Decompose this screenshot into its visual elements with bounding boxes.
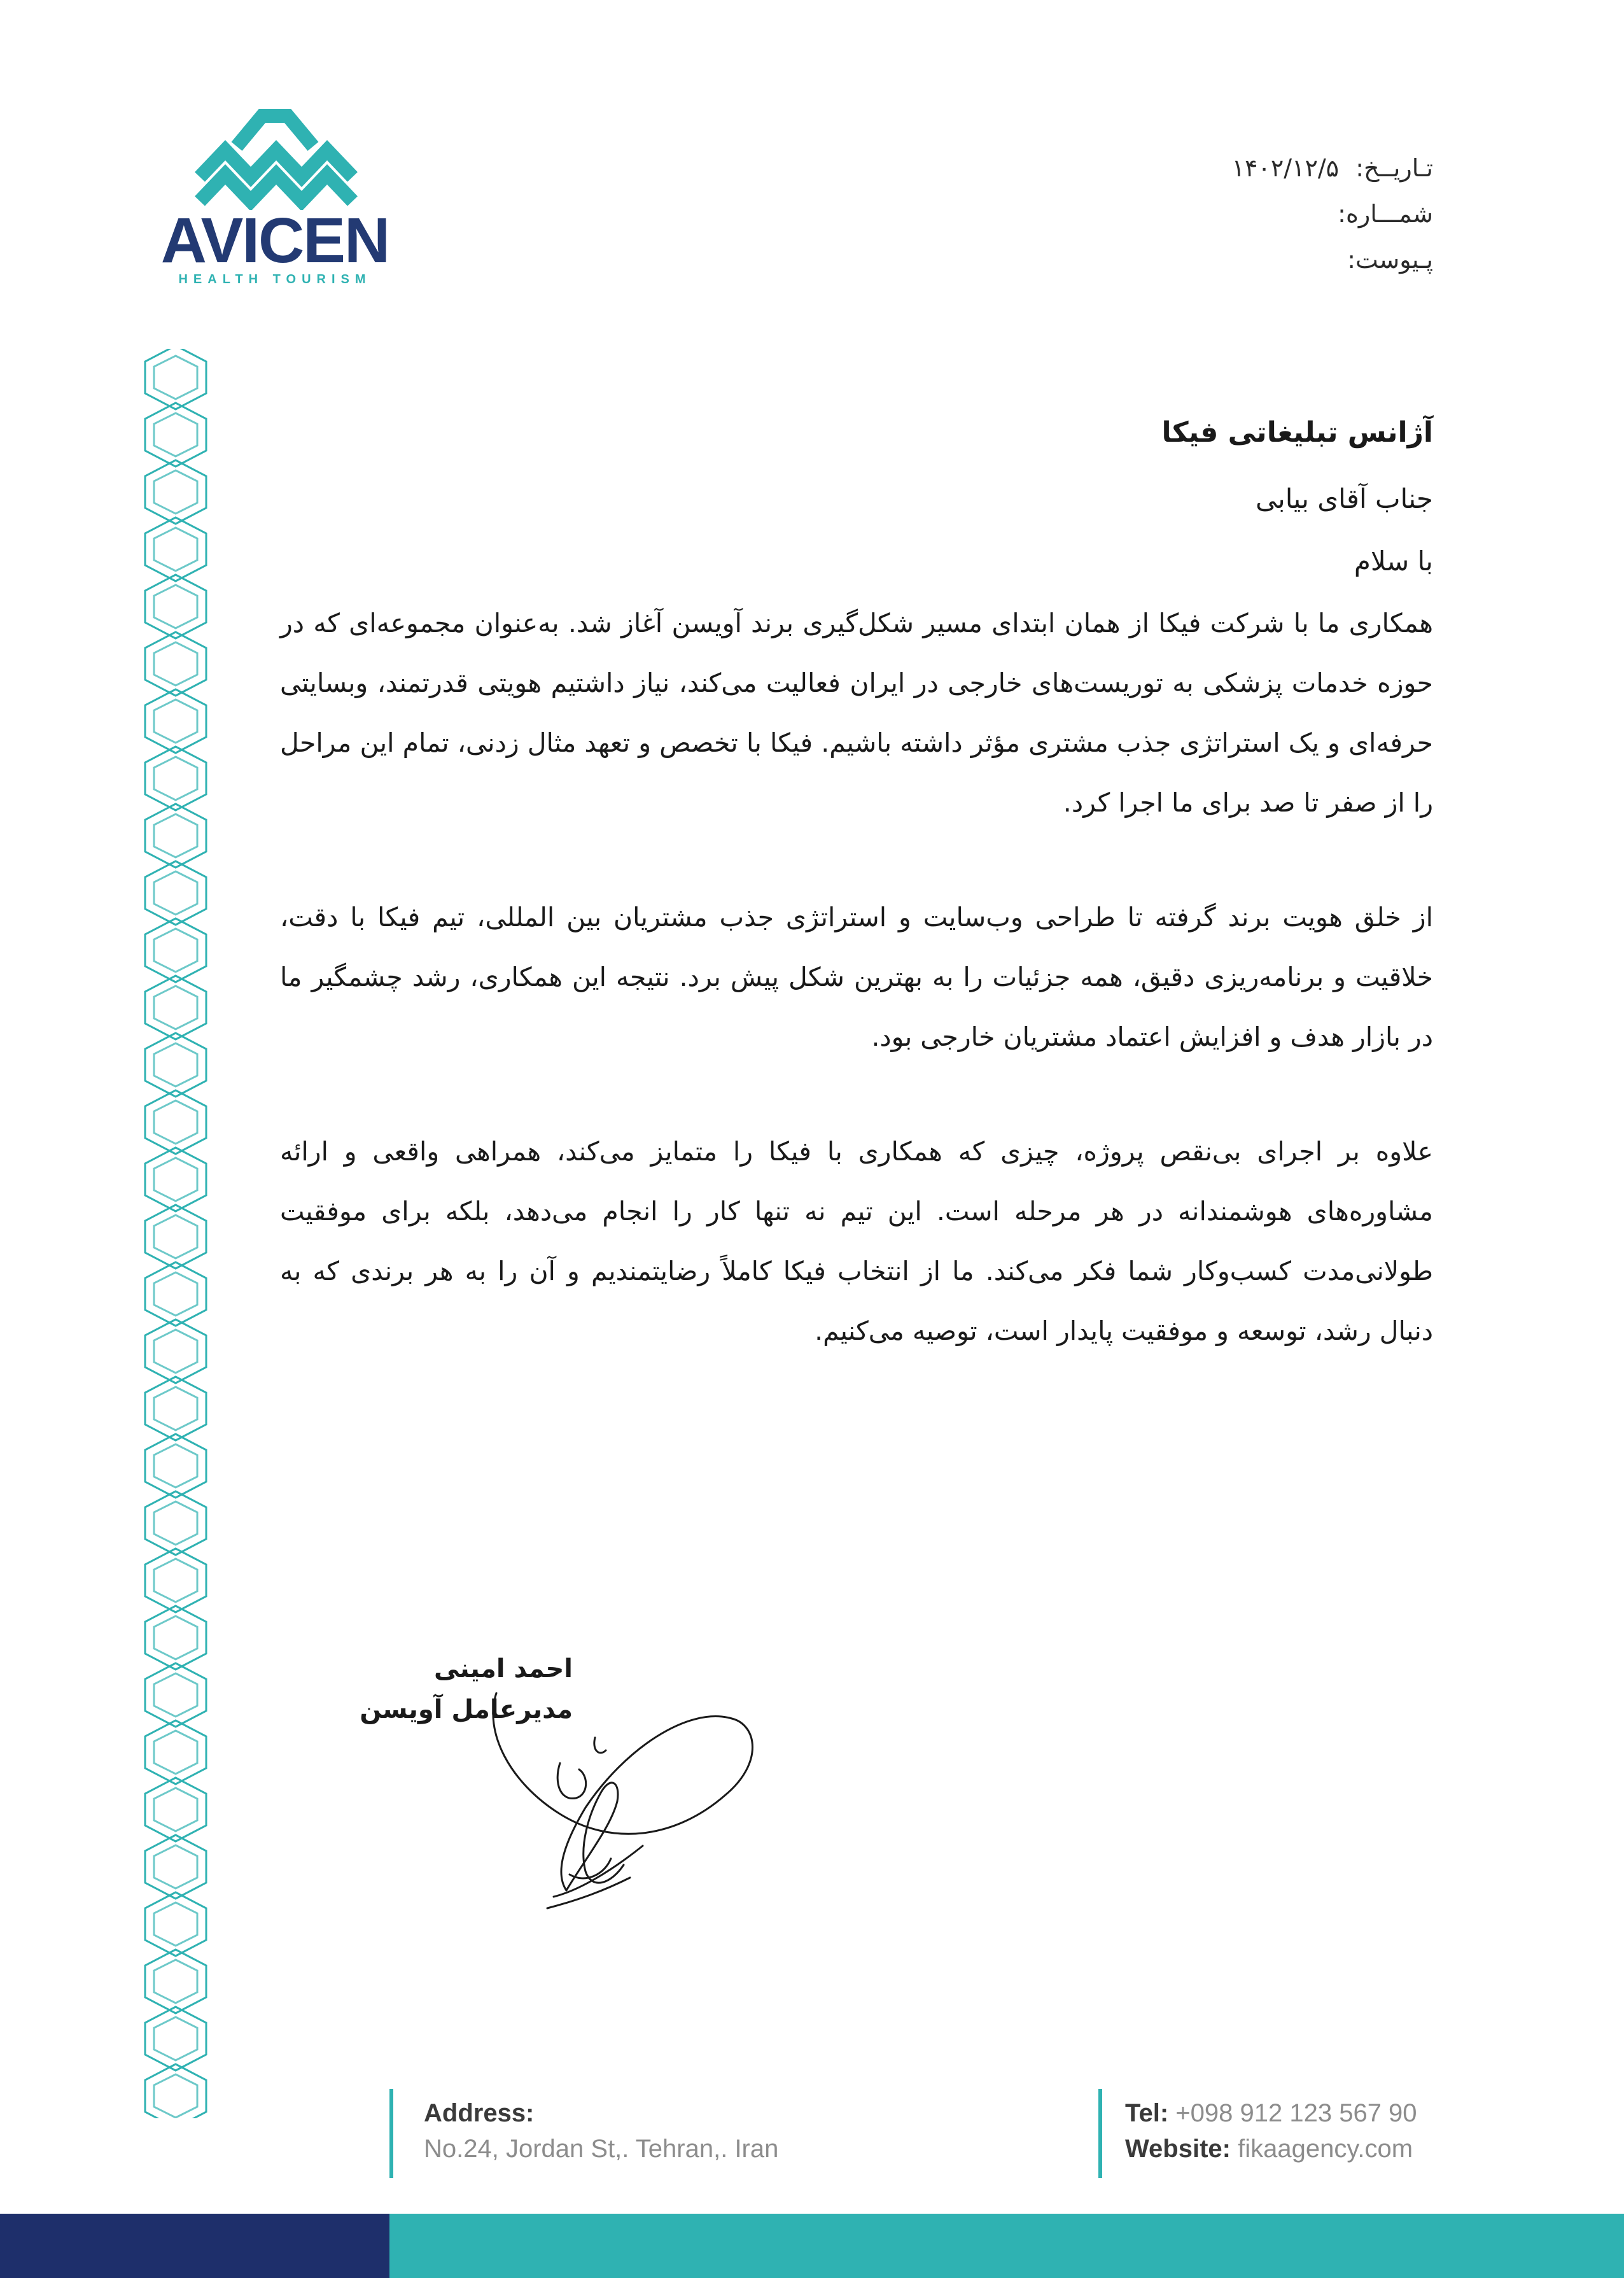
address-label: Address:: [424, 2099, 535, 2127]
footer-address: [424, 2095, 778, 2167]
signer-name: احمد امینی: [434, 1654, 573, 1684]
logo-tagline: HEALTH TOURISM: [178, 272, 372, 286]
tel-value: +098 912 123 567 90: [1175, 2099, 1417, 2127]
decorative-pattern: [137, 349, 214, 2118]
pattern-hexagon: [154, 2017, 197, 2060]
paragraph-1: همکاری ما با شرکت فیکا از همان ابتدای مسیر شکل‌گیری برند آویسن آغاز شد. به‌عنوان مجموعه‌ای که در حوزه خدمات پزشکی به توریست‌های خارجی در ایران فعالیت می‌کند، نیاز داشتیم هویتی قدرتمند، وبسایتی حرفه‌ای و یک استراتژی جذب مشتری مؤثر داشته باشیم. فیکا با تخصص و تعهد مثال زدنی، تمام این مراحل را از صفر تا صد برای ما اجرا کرد.: [280, 608, 1433, 818]
date-row: [1232, 145, 1433, 191]
pattern-hexagon: [154, 1501, 197, 1545]
pattern-hexagon: [154, 1559, 197, 1602]
logo-wordmark: AVICEN: [160, 205, 389, 276]
website-label: Website:: [1125, 2135, 1231, 2163]
date-label: تـاریــخ:: [1355, 154, 1433, 182]
pattern-hexagon: [154, 356, 197, 399]
pattern-hexagon: [154, 1100, 197, 1144]
pattern-hexagon: [154, 1215, 197, 1258]
pattern-hexagon: [154, 1845, 197, 1888]
attachment-label: پـیوست:: [1347, 246, 1433, 274]
pattern-hexagon: [154, 2074, 197, 2118]
footer-divider-left: [389, 2089, 393, 2178]
number-label: شمـــاره:: [1338, 200, 1433, 228]
logo-mountain-icon: [141, 102, 409, 210]
handwritten-signature: [458, 1655, 789, 1935]
pattern-hexagon: [154, 757, 197, 800]
pattern-hexagon: [154, 1444, 197, 1487]
pattern-hexagon: [154, 871, 197, 915]
bottom-color-strip: [0, 2214, 1624, 2278]
pattern-hexagon: [154, 986, 197, 1029]
pattern-hexagon: [154, 1330, 197, 1373]
pattern-hexagon: [154, 1788, 197, 1831]
pattern-hexagon: [154, 1960, 197, 2003]
pattern-hexagon: [154, 1902, 197, 1946]
pattern-hexagon: [154, 1731, 197, 1774]
website-value: fikaagency.com: [1238, 2135, 1413, 2163]
pattern-hexagon: [154, 814, 197, 857]
pattern-hexagon: [154, 1673, 197, 1717]
paragraph-2: از خلق هویت برند گرفته تا طراحی وب‌سایت و استراتژی جذب مشتریان بین المللی، تیم فیکا با دقت، خلاقیت و برنامه‌ریزی دقیق، همه جزئیات را به بهترین شکل پیش برد. نتیجه این همکاری، رشد چشمگیر ما در بازار هدف و افزایش اعتماد مشتریان خارجی بود.: [280, 902, 1433, 1052]
pattern-hexagon: [154, 1272, 197, 1316]
bottom-strip-teal: [389, 2214, 1624, 2278]
footer-contact: [1125, 2095, 1417, 2167]
pattern-hexagon: [154, 470, 197, 514]
pattern-hexagon: [154, 1616, 197, 1659]
greeting: با سلام: [1354, 545, 1433, 577]
pattern-hexagon: [154, 929, 197, 972]
signer-title: مدیرعامل آویسن: [360, 1695, 573, 1724]
pattern-hexagon: [154, 1158, 197, 1201]
salutation: جناب آقای بیابی: [1256, 483, 1433, 514]
attachment-row: [1232, 237, 1433, 283]
website-row: [1125, 2131, 1417, 2167]
pattern-hexagon: [154, 1387, 197, 1430]
letter-body: [280, 407, 1433, 1416]
recipient: آژانس تبلیغاتی فیکا: [1161, 416, 1433, 449]
bottom-strip-navy: [0, 2214, 389, 2278]
pattern-hexagon: [154, 528, 197, 571]
tel-label: Tel:: [1125, 2099, 1169, 2127]
pattern-hexagon: [154, 642, 197, 686]
address-value: No.24, Jordan St,. Tehran,. Iran: [424, 2135, 779, 2163]
pattern-hexagon: [154, 700, 197, 743]
letter-meta: [1232, 145, 1433, 283]
footer-divider-right: [1098, 2089, 1102, 2178]
pattern-hexagon: [154, 413, 197, 456]
number-row: [1232, 191, 1433, 237]
tel-row: [1125, 2095, 1417, 2131]
date-value: ۱۴۰۲/۱۲/۵: [1231, 154, 1340, 182]
pattern-hexagon: [154, 1043, 197, 1086]
pattern-hexagon: [154, 585, 197, 628]
company-logo: [141, 102, 409, 293]
paragraph-3: علاوه بر اجرای بی‌نقص پروژه، چیزی که همکاری با فیکا را متمایز می‌کند، همراهی واقعی و ارائه مشاوره‌های هوشمندانه در هر مرحله است. این تیم نه تنها کار را انجام می‌دهد، بلکه برای موفقیت طولانی‌مدت کسب‌وکار شما فکر می‌کند. ما از انتخاب فیکا کاملاً رضایتمندیم و آن را به هر برندی که به دنبال رشد، توسعه و موفقیت پایدار است، توصیه می‌کنیم.: [280, 1136, 1433, 1346]
